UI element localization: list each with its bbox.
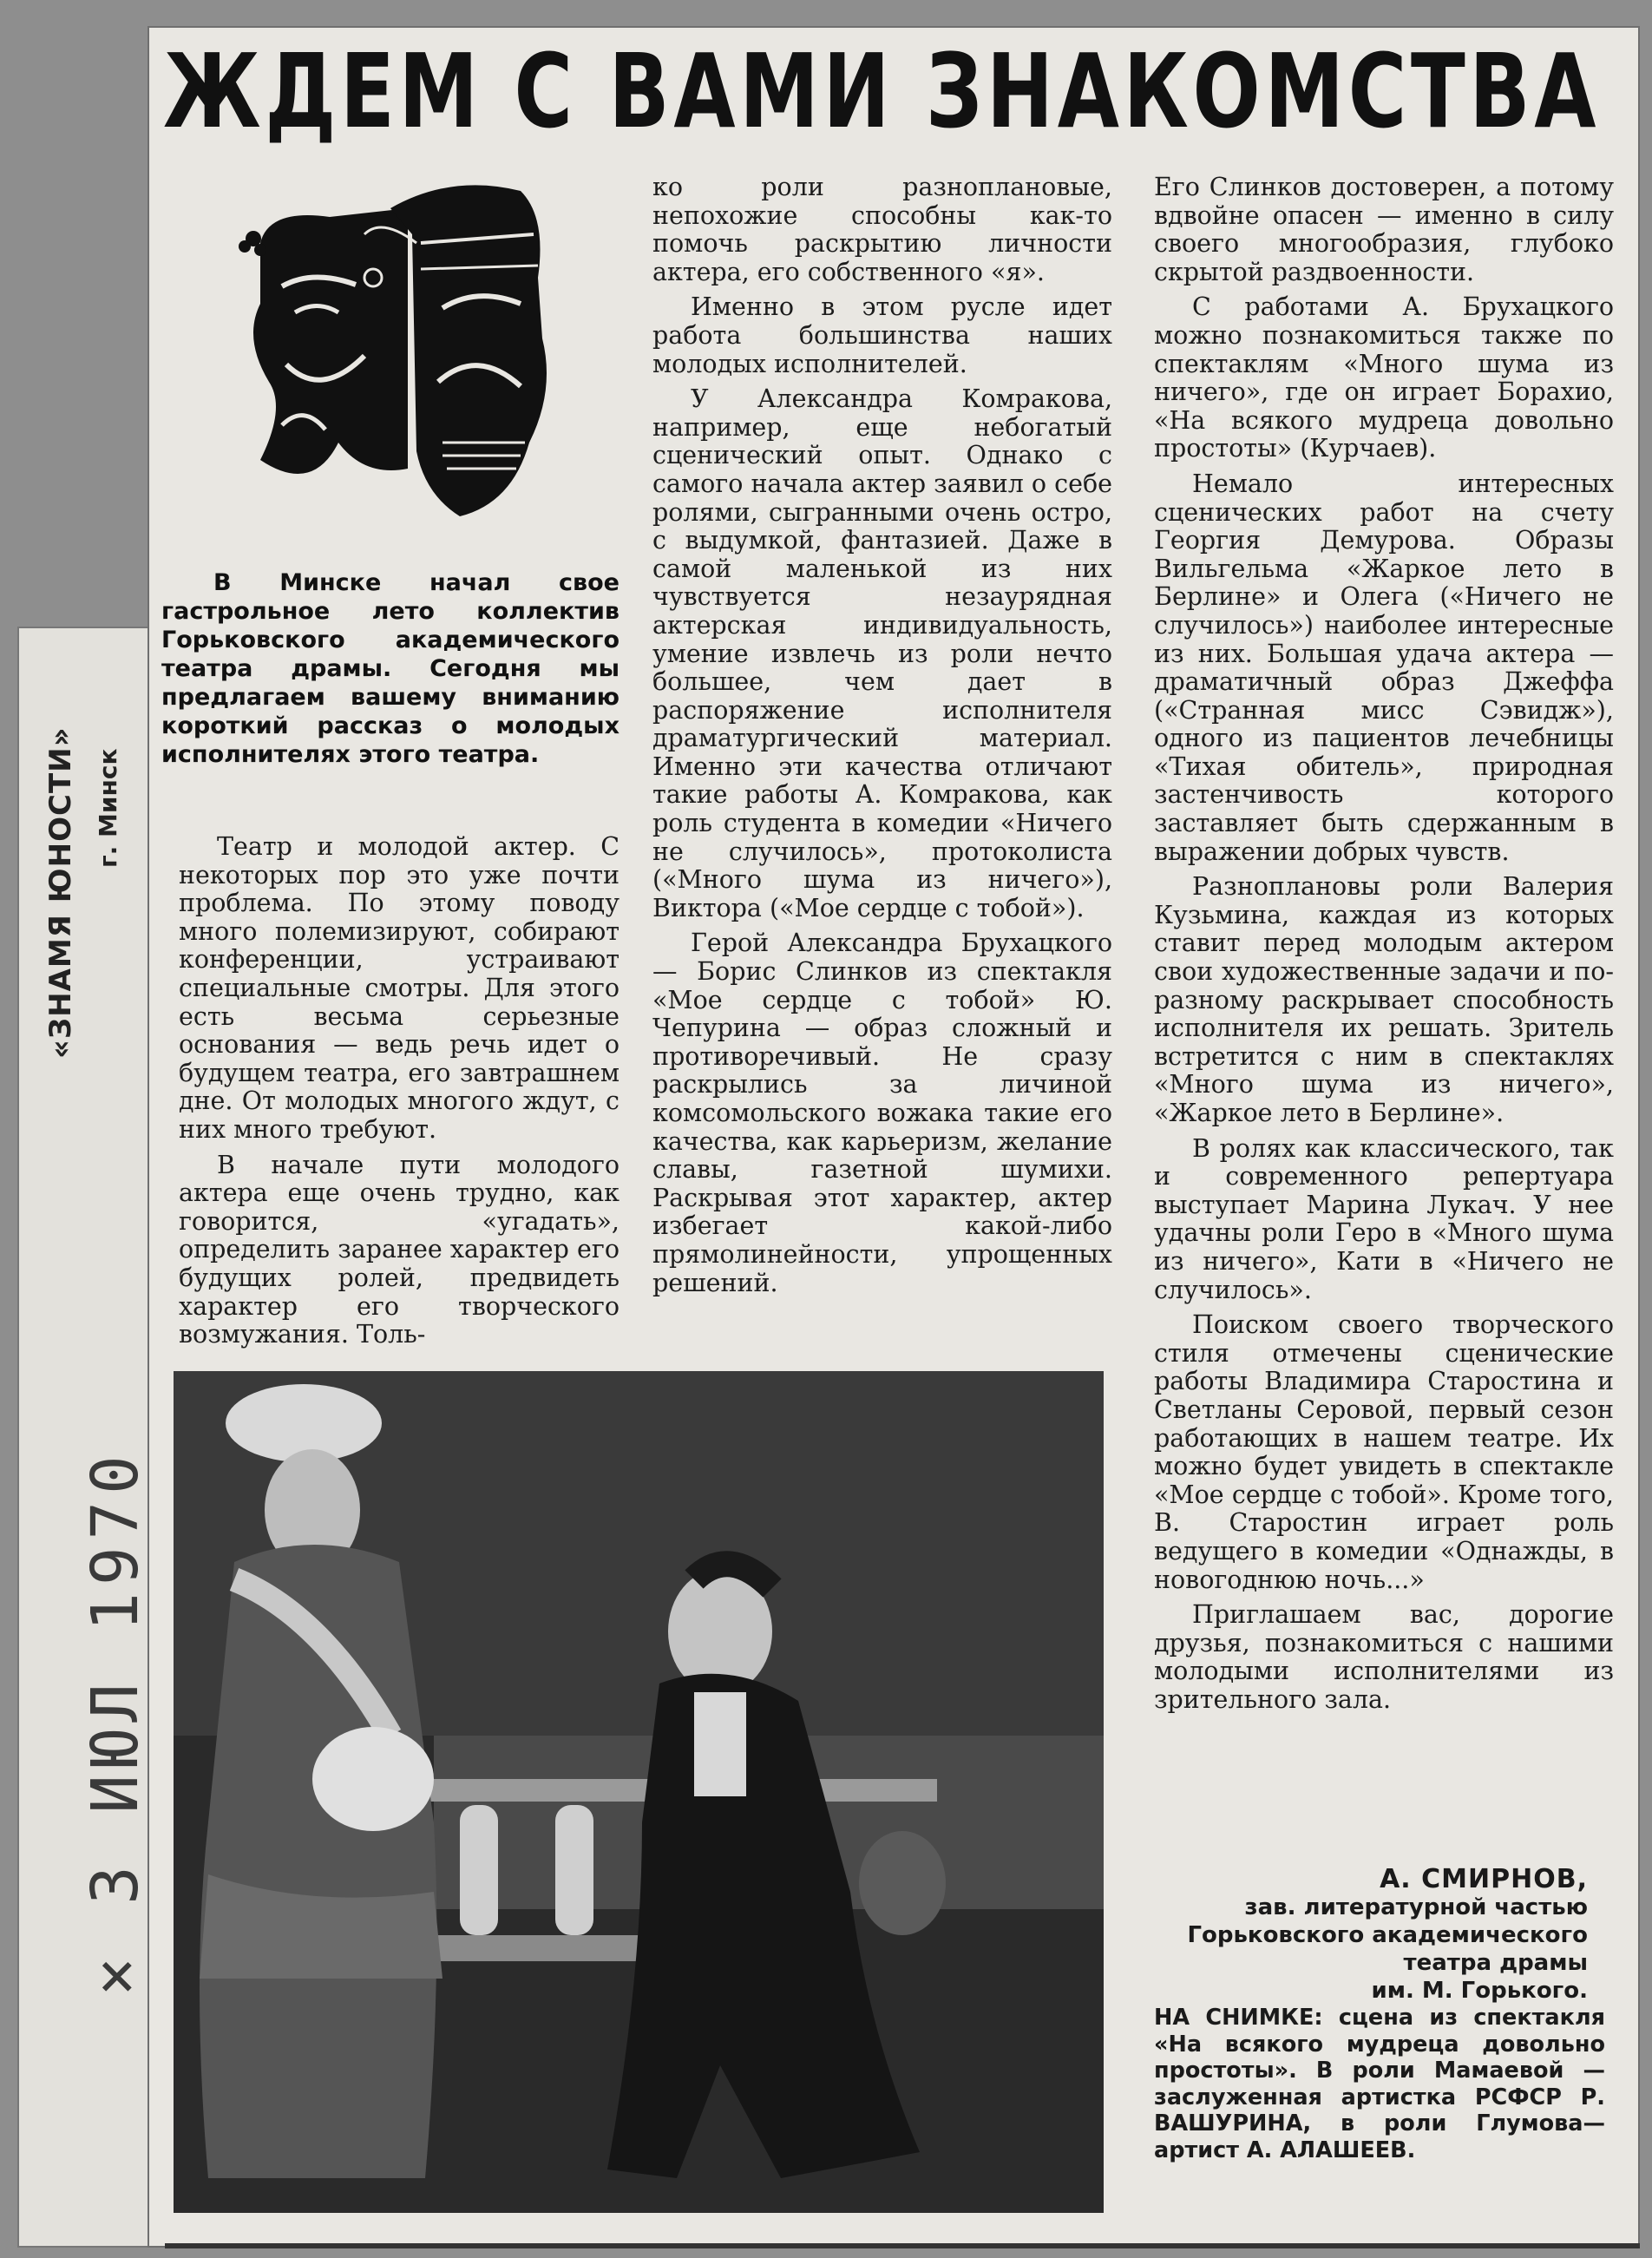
author-position: Горьковского академического (1187, 1922, 1588, 1948)
author-position: зав. литературной частью (1244, 1894, 1588, 1920)
paragraph: У Александра Комракова, например, еще небогатый сценический опыт. Однако с самого начала актер заявил о себе ролями, сыгранными очень остро, с выдумкой, фантазией. Даже в самой маленькой из них чувствуется незаурядная актерская индивидуальность, умение извлечь из роли нечто большее, чем дает в распоряжение исполнителя драматургический материал. Именно эти качества отличают такие работы А. Комракова, как роль студента в комедии «Ничего не случилось», протоколиста («Много шума из ничего»), Виктора («Мое сердце с тобой»). (652, 384, 1112, 922)
paragraph: Театр и молодой актер. С некоторых пор это уже почти проблема. По этому поводу много полемизируют, собирают конференции, устраивают специальные смотры. Для этого есть весьма серьезные основания — ведь речь идет о будущем театра, его завтрашнем дне. От молодых многого ждут, с них много требуют. (179, 832, 620, 1144)
paragraph: В начале пути молодого актера еще очень трудно, как говорится, «угадать», определить заранее характер его будущих ролей, предвидеть характер его творческого возмужания. Толь- (179, 1150, 620, 1349)
bottom-rule (165, 2243, 1640, 2248)
lead-text: В Минске начал свое гастрольное лето коллектив Горьковского академического театра драмы. Сегодня мы предлагаем вашему вниманию короткий рассказ о молодых исполнителях этого театра. (161, 569, 620, 768)
theatre-masks-illustration (234, 182, 564, 547)
article-column-3 (1154, 174, 1614, 1721)
paragraph: Поиском своего творческого стиля отмечены сценические работы Владимира Старостина и Светланы Серовой, первый сезон работающих в нашем театре. Их можно будет увидеть в спектакле «Мое сердце с тобой». Кроме того, В. Старостин играет роль ведущего в комедии «Однажды, в новогоднюю ночь...» (1154, 1310, 1614, 1594)
author-signature (1154, 1866, 1588, 2005)
paragraph: Немало интересных сценических работ на счету Георгия Демурова. Образы Вильгельма «Жаркое лето в Берлине» и Олега («Ничего не случилось») наиболее интересные из них. Большая удача актера — драматичный образ Джеффа («Странная мисс Сэвидж»), одного из пациентов лечебницы «Тихая обитель», природная застенчивость которого заставляет быть сдержанным в выражении добрых чувств. (1154, 469, 1614, 866)
author-name: А. СМИРНОВ, (1380, 1864, 1588, 1894)
publication-city: г. Минск (94, 748, 122, 868)
photo-caption: НА СНИМКЕ: сцена из спектакля «На всякого мудреца довольно простоты». В роли Мамаевой — заслуженная артистка РСФСР Р. ВАШУРИНА, в роли Глумова—артист А. АЛАШЕЕВ. (1154, 2005, 1605, 2163)
paragraph: Разноплановы роли Валерия Кузьмина, каждая из которых ставит перед молодым актером свои художественные задачи и по-разному раскрывает способность исполнителя их решать. Зритель встретится с ним в спектаклях «Много шума из ничего», «Жаркое лето в Берлине». (1154, 872, 1614, 1127)
paragraph: Приглашаем вас, дорогие друзья, познакомиться с нашими молодыми исполнителями из зрительного зала. (1154, 1600, 1614, 1714)
lead-paragraph (161, 568, 620, 769)
date-stamp: × 3 ИЮЛ 1970 (78, 1448, 153, 1996)
paragraph: ко роли разноплановые, непохожие способны как-то помочь раскрытию личности актера, его собственного «я». (652, 173, 1112, 286)
author-position: им. М. Горького. (1371, 1978, 1588, 2004)
paragraph: Герой Александра Брухацкого — Борис Слинков из спектакля «Мое сердце с тобой» Ю. Чепурина — образ сложный и противоречивый. Не сразу раскрылись за личиной комсомольского вожака такие его качества, как карьеризм, желание славы, газетной шумихи. Раскрывая этот характер, актер избегает какой-либо прямолинейности, упрощенных решений. (652, 929, 1112, 1297)
stage-photo (174, 1371, 1104, 2213)
publication-name: «ЗНАМЯ ЮНОСТИ» (43, 726, 78, 1059)
paragraph: В ролях как классического, так и современного репертуара выступает Марина Лукач. У нее удачны роли Геро в «Много шума из ничего», Кати в «Ничего не случилось». (1154, 1133, 1614, 1304)
paragraph: Его Слинков достоверен, а потому вдвойне опасен — именно в силу своего многообразия, глубоко скрытой раздвоенности. (1154, 173, 1614, 286)
headline: ЖДЕМ С ВАМИ ЗНАКОМСТВА (163, 31, 1601, 151)
paragraph: С работами А. Брухацкого можно познакомиться также по спектаклям «Много шума из ничего», где он играет Борахио, «На всякого мудреца довольно простоты» (Курчаев). (1154, 292, 1614, 463)
clipping-left-strip (17, 627, 156, 2248)
paragraph: Именно в этом русле идет работа большинства наших молодых исполнителей. (652, 292, 1112, 378)
author-position: театра драмы (1403, 1950, 1588, 1976)
article-column-1 (179, 833, 620, 1356)
article-column-2 (652, 174, 1112, 1304)
